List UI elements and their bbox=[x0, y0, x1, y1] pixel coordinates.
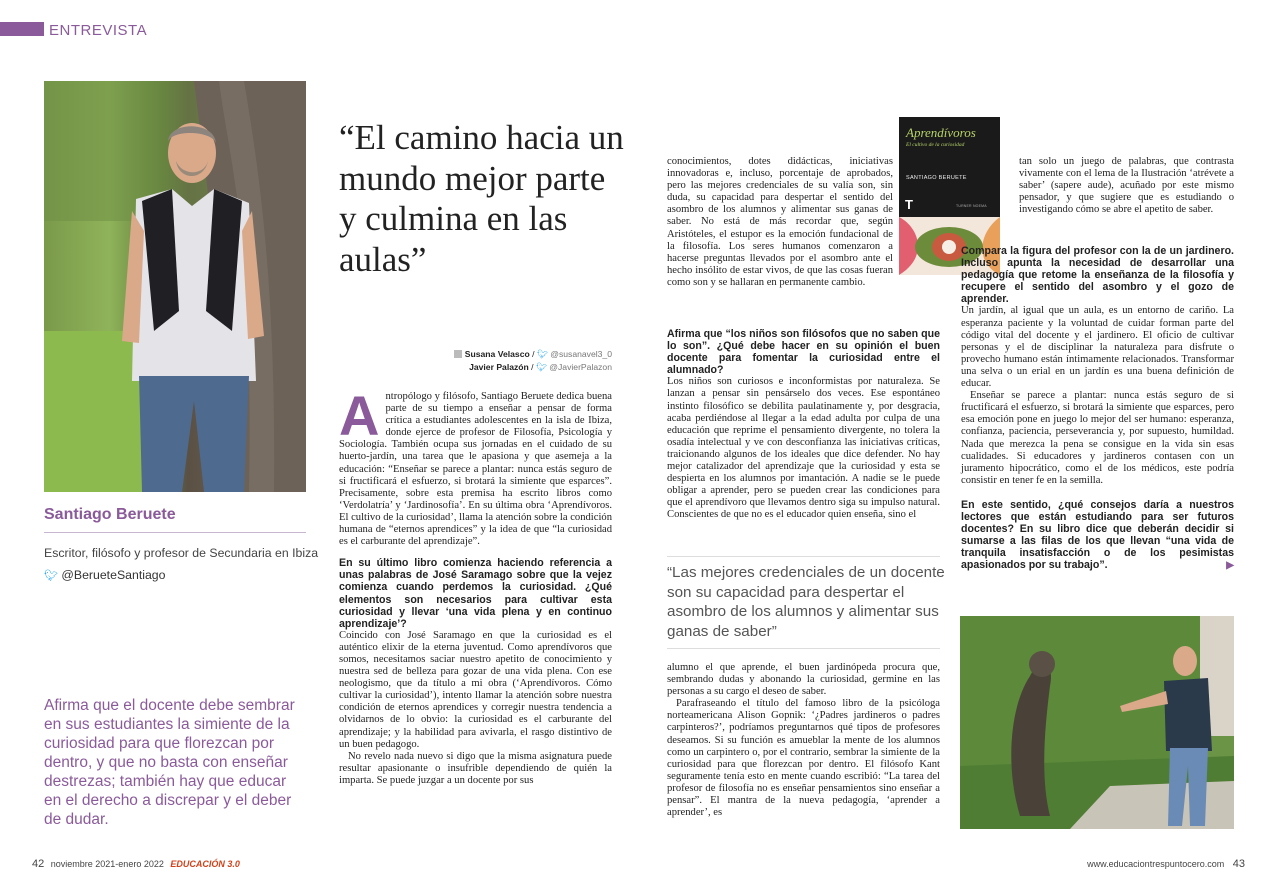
answer-3: Un jardín, al igual que un aula, es un entorno de cariño. La esperanza paciente y la voluntad de cuidar forman parte del código vital del docente y el jardinero. El oficio de cultivar personas y el de disciplinar la naturaleza para disfrute o provecho humano están íntimamente relacionados. Transformar una selva o un erial en un jardín es una buena definición de educar. bbox=[961, 305, 1234, 390]
question-1: En su último libro comienza haciendo referencia a unas palabras de José Saramago sobre que la vejez comienza cuando perdemos la curiosidad. ¿Qué elementos son necesarios para cultivar esta curiosidad y llevar ‘una vida plena y en continuo aprendizaje’? bbox=[339, 557, 612, 630]
byline-square-icon bbox=[454, 350, 462, 358]
pullquote-rule-bottom bbox=[667, 648, 940, 649]
website-url[interactable]: www.educaciontrespuntocero.com bbox=[1087, 859, 1225, 869]
left-pullquote: Afirma que el docente debe sembrar en sus estudiantes la simiente de la curiosidad para que florezcan por dentro, y que no basta con enseñar destrezas; también hay que educar en el derecho a discrepar y el deber de dudar. bbox=[44, 697, 295, 828]
portrait-photo bbox=[44, 81, 306, 492]
continue-arrow-icon: ▶ bbox=[1226, 560, 1234, 572]
book-author: SANTIAGO BERUETE bbox=[906, 175, 967, 181]
profile-name: Santiago Beruete bbox=[44, 506, 176, 523]
byline-row-2: Javier Palazón / 🐦︎ @JavierPalazon bbox=[469, 362, 612, 372]
col2-paragraph: alumno el que aprende, el buen jardinópeda procura que, sembrando dudas y abonando la curiosidad, germine en las personas a su cargo el deseo de saber. bbox=[667, 662, 940, 698]
headline: “El camino hacia un mundo mejor parte y culmina en las aulas” bbox=[339, 118, 624, 279]
question-2: Afirma que “los niños son filósofos que no saben que lo son”. ¿Qué debe hacer en su opinión el buen docente para fomentar la curiosidad entre el alumnado? bbox=[667, 328, 940, 377]
drop-cap: A bbox=[339, 384, 380, 447]
answer-3-cont: Enseñar se parece a plantar: nunca estás seguro de si fructificará el esfuerzo, si brotará la simiente que esparces, pero esa emoción pone en juego lo mejor del ser humano: esperanza, confianza, paciencia, perseverancia y, por supuesto, humildad. Nada que merezca la pena se consigue en la vida sin esas cualidades. Si educadores y jardineros contasen con un juramento hipocrático, como el de los médicos, este podría consistir en tener fe en la semilla. bbox=[961, 390, 1234, 486]
author-handle[interactable]: @JavierPalazon bbox=[549, 362, 612, 372]
twitter-icon: 🐦︎ bbox=[535, 362, 547, 372]
article-column-2 bbox=[667, 156, 893, 289]
book-title: Aprendívoros bbox=[906, 125, 976, 140]
article-column-1 bbox=[339, 384, 612, 787]
section-label: ENTREVISTA bbox=[49, 22, 148, 39]
footer-left bbox=[32, 858, 240, 870]
right-page-number: 43 bbox=[1232, 858, 1245, 870]
article-column-3b bbox=[961, 237, 1234, 572]
question-4-text: En este sentido, ¿qué consejos daría a nuestros lectores que están estudiando para ser futuros docentes? En su libro dice que deberán decidir si sumarse a las filas de los que llevan “una vida de tranquila insatisfacción o de los pesimistas apasionados por su trabajo”. bbox=[961, 498, 1234, 572]
footer-right bbox=[1087, 858, 1245, 870]
publisher-logo: T bbox=[905, 197, 913, 212]
profile-divider bbox=[44, 532, 306, 533]
col2-paragraph: conocimientos, dotes didácticas, iniciativas innovadoras e, incluso, porcentaje de aprobados, pero las mejores credenciales de su valía son, sin duda, su capacidad para despertar el sentido del asombro de los alumnos y alimentar sus ganas de saber. No está de más recordar que, según Aristóteles, el estupor es la emoción fundacional de la filosofía. Los seres humanos comenzaron a hacerse preguntas llevados por el asombro ante el hecho insólito de estar vivos, de que las cosas fueran como son y se hallaran en permanente cambio. bbox=[667, 156, 893, 288]
garden-photo bbox=[960, 616, 1234, 829]
twitter-handle: @BerueteSantiago bbox=[61, 568, 166, 582]
magazine-name: EDUCACIÓN 3.0 bbox=[170, 859, 240, 869]
question-4 bbox=[961, 499, 1234, 572]
twitter-icon: 🐦︎ bbox=[44, 570, 58, 582]
twitter-icon: 🐦︎ bbox=[536, 349, 548, 359]
middle-pullquote: “Las mejores credenciales de un docente son su capacidad para despertar el asombro de los alumnos y alimentar sus ganas de saber” bbox=[667, 564, 945, 640]
byline bbox=[420, 348, 612, 374]
article-column-2c bbox=[667, 662, 940, 819]
book-subtitle: El cultivo de la curiosidad bbox=[906, 142, 965, 148]
article-column-2b bbox=[667, 318, 940, 522]
author-name: Susana Velasco bbox=[464, 349, 530, 359]
section-marker-bar bbox=[0, 22, 44, 36]
profile-twitter[interactable] bbox=[44, 568, 166, 582]
author-name: Javier Palazón bbox=[469, 362, 529, 372]
pullquote-rule-top bbox=[667, 556, 940, 557]
byline-row-1: Susana Velasco / 🐦︎ @susanavel3_0 bbox=[420, 348, 612, 361]
col2-paragraph: Parafraseando el título del famoso libro de la psicóloga norteamericana Alison Gopnik: ‘¿Padres jardineros o padres carpinteros?’, podríamos preguntarnos qué tipos de profesores deseamos. Si su función es amueblar la mente de los alumnos como un carpintero o, por el contrario, sembrar la simiente de la curiosidad para que florezcan por dentro. El filósofo Kant seguramente tenía esto en mente cuando escribió: “La tarea del profesor de filosofía no es enseñar pensamientos sino enseñar a pensar”. El mantra de la nueva pedagogía, ‘aprender a aprender’, es bbox=[667, 698, 940, 819]
profile-role: Escritor, filósofo y profesor de Secundaria en Ibiza bbox=[44, 546, 319, 560]
answer-1-cont: No revelo nada nuevo si digo que la misma asignatura puede resultar apasionante o insufrible dependiendo de quién la imparta. Se puede juzgar a un docente por sus bbox=[339, 750, 612, 786]
author-handle[interactable]: @susanavel3_0 bbox=[550, 349, 612, 359]
intro-paragraph: ntropólogo y filósofo, Santiago Beruete dedica buena parte de su tiempo a enseñar a pensar de forma crítica a estudiantes adolescentes en la isla de Ibiza, donde ejerce de profesor de Filosofía, Psicología y Sociología. También ocupa sus jornadas en el cuidado de su huerto-jardín, una tarea que le apasiona y que asemeja a la educación: “Enseñar se parece a plantar: nunca estás seguro de si fructificará el esfuerzo, si brotará la simiente que esparces”. Precisamente, sobre esta premisa ha escrito libros como ‘Verdolatría’ y ‘Jardinosofía’. En su última obra ‘Aprendívoros. El cultivo de la curiosidad’, llama la atención sobre la condición humana de “eternos aprendices” y la idea de que “la curiosidad es el carburante del aprendizaje”. bbox=[339, 391, 612, 548]
article-column-3 bbox=[1019, 156, 1234, 216]
question-3: Compara la figura del profesor con la de un jardinero. Incluso apunta la necesidad de desarrollar una pedagogía que retome la enseñanza de la filosofía y recupere el sentido del asombro y el gozo de aprender. bbox=[961, 245, 1234, 306]
issue-date: noviembre 2021-enero 2022 bbox=[50, 859, 164, 869]
left-page-number: 42 bbox=[32, 858, 45, 870]
book-publisher: TURNER NOEMA bbox=[956, 204, 987, 208]
answer-1: Coincido con José Saramago en que la curiosidad es el auténtico elixir de la eterna juventud. Como aprendívoros que somos, necesitamos saciar nuestro apetito de conocimiento y nuestra sed de belleza para gozar de una vida plena. Con ese neologismo, que da título a mi obra (‘Aprendívoros. Cómo cultivar la curiosidad’), intento llamar la atención sobre nuestra condición de eternos aprendices y corregir nuestra tendencia a olvidarnos de lo obvio: la curiosidad es el carburante del aprendizaje; y la habilidad para avivarla, el rasgo distintivo de un buen pedagogo. bbox=[339, 629, 612, 750]
answer-2: Los niños son curiosos e inconformistas por naturaleza. Se lanzan a pensar sin pensárselo dos veces. Ese espontáneo instinto filosófico se debilita paulatinamente y, por desgracia, acaba perdiéndose al llegar a la edad adulta por culpa de una educación que reprime el pensamiento divergente, no tolera la osadía intelectual y ve con desconfianza las iniciativas críticas, traicionando algunos de los ideales que dice defender. No hay mejor catalizador del aprendizaje que la curiosidad y esta se despierta en los alumnos por imantación. A nadie se le puede obligar a aprender, pero se pueden crear las condiciones para que el aprendívoro que llevamos dentro siga su impulso natural. Conscientes de que no es el educador quien enseña, sino el bbox=[667, 376, 940, 521]
col3-paragraph: tan solo un juego de palabras, que contrasta vivamente con el lema de la Ilustración ‘atrévete a saber’ (sapere aude), acuñado por este mismo pensador, y que sugiere que es estudiando o investigando cómo se abre el apetito de saber. bbox=[1019, 156, 1234, 216]
